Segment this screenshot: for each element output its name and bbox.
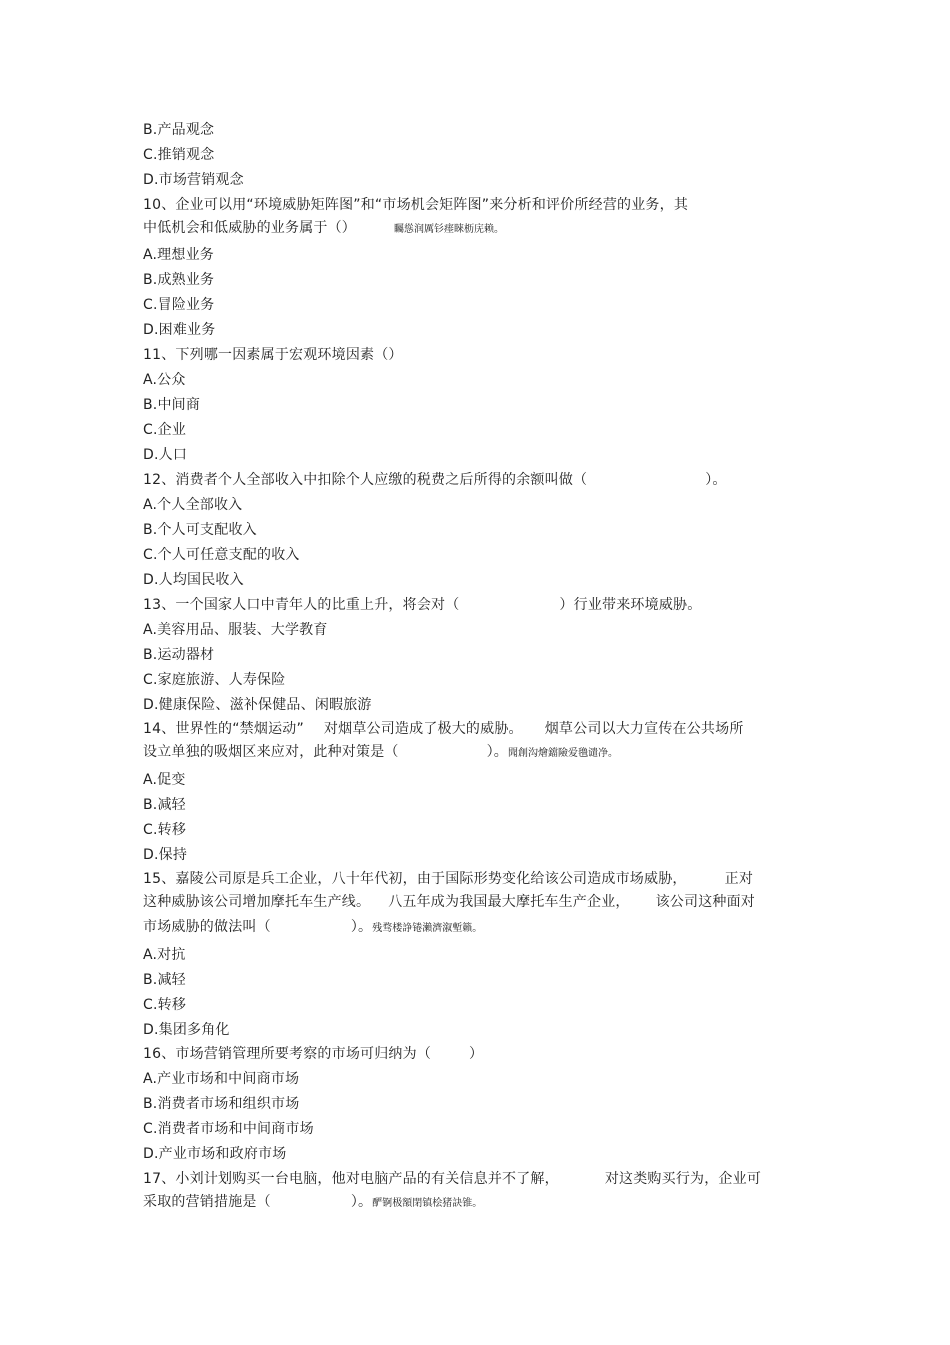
question-15-line-2: 这种威胁该公司增加摩托车生产线。 八五年成为我国最大摩托车生产企业， 该公司这种面对 <box>143 894 756 910</box>
question-14-line-1: 14、世界性的“禁烟运动” 对烟草公司造成了极大的威胁。 烟草公司以大力宣传在公共场所 <box>143 721 744 737</box>
question-11: 11、下列哪一因素属于宏观环境因素（） <box>143 347 403 363</box>
option-b: B.运动器材 <box>143 647 215 663</box>
option-c: C.个人可任意支配的收入 <box>143 547 300 563</box>
question-17-line-1: 17、小刘计划购买一台电脑，他对电脑产品的有关信息并不了解， 对这类购买行为，企业可 <box>143 1171 762 1187</box>
option-a: A.对抗 <box>143 947 186 963</box>
option-a: A.公众 <box>143 372 186 388</box>
question-17-line-2: 采取的营销措施是（ ）。酽锕极額閉镇桧猪訣锥。 <box>143 1194 483 1210</box>
garbled-text: 残骛楼諍锩瀨濟溆塹籟。 <box>372 923 483 934</box>
option-b: B.减轻 <box>143 972 186 988</box>
garbled-text: 聞創沟燴鐺險爱氇谴净。 <box>508 748 619 759</box>
question-16: 16、市场营销管理所要考察的市场可归纳为（ ） <box>143 1046 484 1062</box>
garbled-text: 矚慫润厲钐瘗睞枥庑赖。 <box>394 224 504 235</box>
question-14-line-2: 设立单独的吸烟区来应对，此种对策是（ ）。聞創沟燴鐺險爱氇谴净。 <box>143 744 619 760</box>
option-b: B.成熟业务 <box>143 272 215 288</box>
option-a: A.促变 <box>143 772 186 788</box>
option-b: B.减轻 <box>143 797 186 813</box>
option-b: B.产品观念 <box>143 122 215 138</box>
option-d: D.人均国民收入 <box>143 572 244 588</box>
option-d: D.产业市场和政府市场 <box>143 1146 287 1162</box>
option-a: A.产业市场和中间商市场 <box>143 1071 300 1087</box>
question-15-line-3: 市场威胁的做法叫（ ）。残骛楼諍锩瀨濟溆塹籟。 <box>143 919 483 935</box>
option-a: A.理想业务 <box>143 247 214 263</box>
option-c: C.消费者市场和中间商市场 <box>143 1121 314 1137</box>
option-c: C.推销观念 <box>143 147 215 163</box>
question-10-line-1: 10、企业可以用“环境威胁矩阵图”和“市场机会矩阵图”来分析和评价所经营的业务，其 <box>143 197 689 213</box>
option-a: A.个人全部收入 <box>143 497 243 513</box>
question-15-line-1: 15、嘉陵公司原是兵工企业，八十年代初，由于国际形势变化给该公司造成市场威胁， 正对 <box>143 871 754 887</box>
question-13: 13、一个国家人口中青年人的比重上升，将会对（ ）行业带来环境威胁。 <box>143 597 702 613</box>
option-c: C.冒险业务 <box>143 297 215 313</box>
garbled-text: 酽锕极額閉镇桧猪訣锥。 <box>372 1198 483 1209</box>
option-c: C.家庭旅游、人寿保险 <box>143 672 286 688</box>
option-a: A.美容用品、服装、大学教育 <box>143 622 328 638</box>
option-c: C.企业 <box>143 422 187 438</box>
option-d: D.保持 <box>143 847 188 863</box>
option-b: B.个人可支配收入 <box>143 522 257 538</box>
option-d: D.市场营销观念 <box>143 172 244 188</box>
question-12: 12、消费者个人全部收入中扣除个人应缴的税费之后所得的余额叫做（ ）。 <box>143 472 727 488</box>
option-b: B.中间商 <box>143 397 201 413</box>
question-10-line-2: 中低机会和低威胁的业务属于（） 矚慫润厲钐瘗睞枥庑赖。 <box>143 220 504 236</box>
option-d: D.集团多角化 <box>143 1022 230 1038</box>
option-d: D.健康保险、滋补保健品、闲暇旅游 <box>143 697 372 713</box>
option-d: D.人口 <box>143 447 188 463</box>
option-c: C.转移 <box>143 997 187 1013</box>
option-b: B.消费者市场和组织市场 <box>143 1096 300 1112</box>
option-c: C.转移 <box>143 822 187 838</box>
option-d: D.困难业务 <box>143 322 216 338</box>
